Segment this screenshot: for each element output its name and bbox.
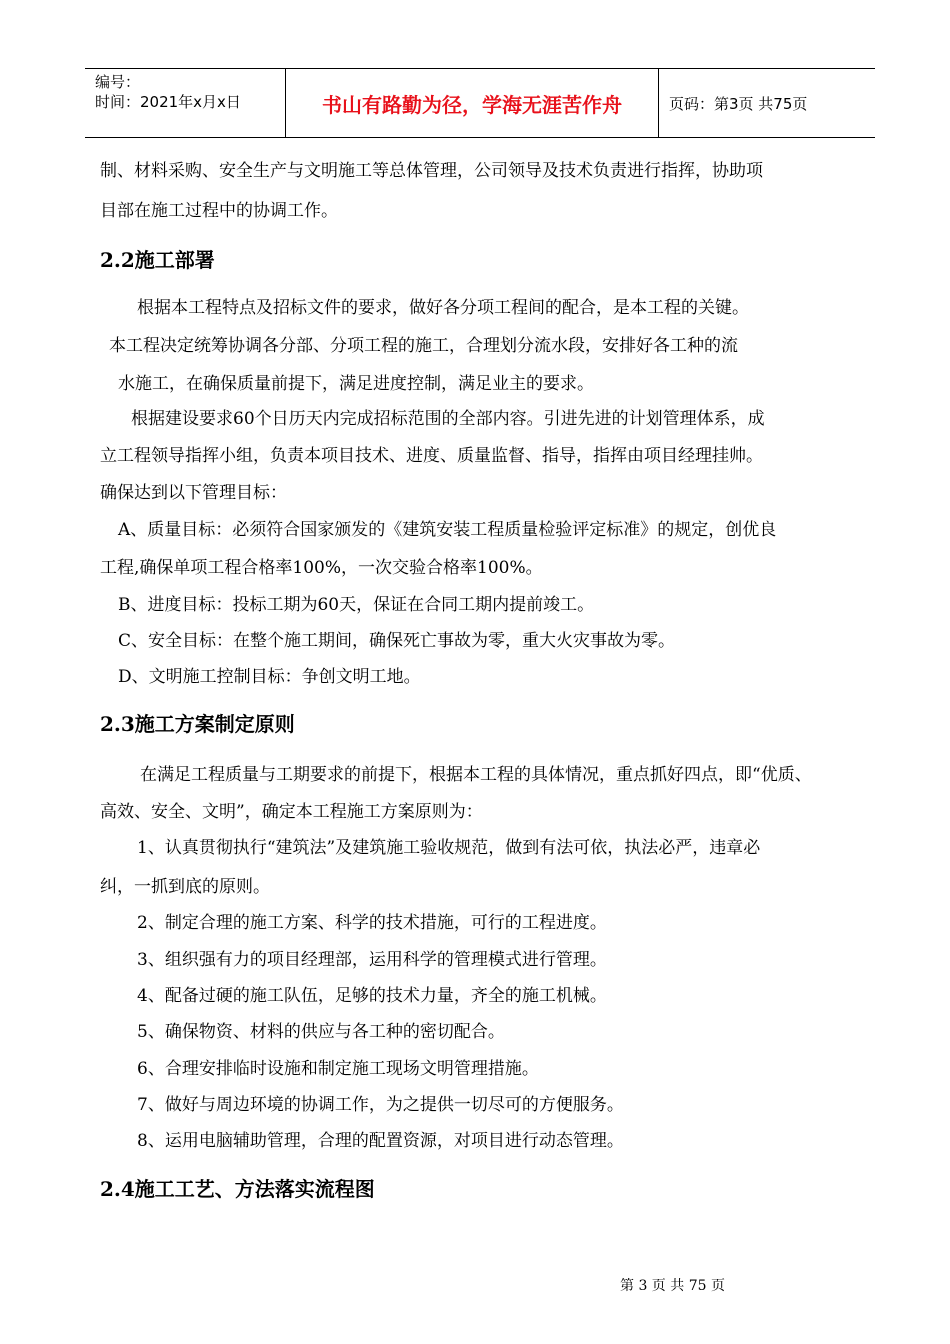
header-motto: 书山有路勤为径，学海无涯苦作舟 <box>322 92 622 117</box>
paragraph-line: A、质量目标：必须符合国家颁发的《建筑安装工程质量检验评定标准》的规定，创优良 <box>118 520 777 540</box>
paragraph-line: 本工程决定统筹协调各分部、分项工程的施工，合理划分流水段，安排好各工种的流 <box>109 336 738 356</box>
paragraph-line: 在满足工程质量与工期要求的前提下，根据本工程的具体情况，重点抓好四点，即“优质、 <box>140 765 812 785</box>
section-heading: 2.3施工方案制定原则 <box>100 712 295 736</box>
header-page-cell <box>659 69 875 137</box>
paragraph-line: 5、确保物资、材料的供应与各工种的密切配合。 <box>137 1022 505 1042</box>
paragraph-line: 工程,确保单项工程合格率100%，一次交验合格率100%。 <box>100 558 543 578</box>
paragraph-line: 目部在施工过程中的协调工作。 <box>100 201 338 221</box>
paragraph-line: 确保达到以下管理目标： <box>100 483 287 503</box>
section-heading: 2.4施工工艺、方法落实流程图 <box>100 1177 375 1201</box>
paragraph-line: 4、配备过硬的施工队伍，足够的技术力量，齐全的施工机械。 <box>137 986 607 1006</box>
paragraph-line: B、进度目标：投标工期为60天，保证在合同工期内提前竣工。 <box>118 595 595 615</box>
paragraph-line: 1、认真贯彻执行“建筑法”及建筑施工验收规范，做到有法可依，执法必严，违章必 <box>137 838 761 858</box>
document-number-label: 编号： <box>95 73 141 91</box>
page-footer: 第 3 页 共 75 页 <box>620 1278 725 1294</box>
paragraph-line: 6、合理安排临时设施和制定施工现场文明管理措施。 <box>137 1059 539 1079</box>
section-heading: 2.2施工部署 <box>100 248 215 272</box>
header-meta-cell <box>85 69 286 137</box>
paragraph-line: 根据建设要求60个日历天内完成招标范围的全部内容。引进先进的计划管理体系，成 <box>131 409 765 429</box>
paragraph-line: 制、材料采购、安全生产与文明施工等总体管理，公司领导及技术负责进行指挥，协助项 <box>100 161 763 181</box>
paragraph-line: 立工程领导指挥小组，负责本项目技术、进度、质量监督、指导，指挥由项目经理挂帅。 <box>100 446 763 466</box>
paragraph-line: D、文明施工控制目标：争创文明工地。 <box>118 667 421 687</box>
header-page-label: 页码：第3页 共75页 <box>669 94 808 113</box>
paragraph-line: 2、制定合理的施工方案、科学的技术措施，可行的工程进度。 <box>137 913 607 933</box>
paragraph-line: 水施工，在确保质量前提下，满足进度控制，满足业主的要求。 <box>118 374 594 394</box>
paragraph-line: 高效、安全、文明”，确定本工程施工方案原则为： <box>100 802 483 822</box>
paragraph-line: 7、做好与周边环境的协调工作，为之提供一切尽可的方便服务。 <box>137 1095 624 1115</box>
header-motto-cell <box>286 69 659 137</box>
paragraph-line: 纠，一抓到底的原则。 <box>100 877 270 897</box>
paragraph-line: 3、组织强有力的项目经理部，运用科学的管理模式进行管理。 <box>137 950 607 970</box>
page-header <box>85 68 875 138</box>
paragraph-line: C、安全目标：在整个施工期间，确保死亡事故为零，重大火灾事故为零。 <box>118 631 676 651</box>
paragraph-line: 8、运用电脑辅助管理，合理的配置资源，对项目进行动态管理。 <box>137 1131 624 1151</box>
document-time-label: 时间：2021年x月x日 <box>95 93 241 111</box>
paragraph-line: 根据本工程特点及招标文件的要求，做好各分项工程间的配合，是本工程的关键。 <box>137 298 749 318</box>
